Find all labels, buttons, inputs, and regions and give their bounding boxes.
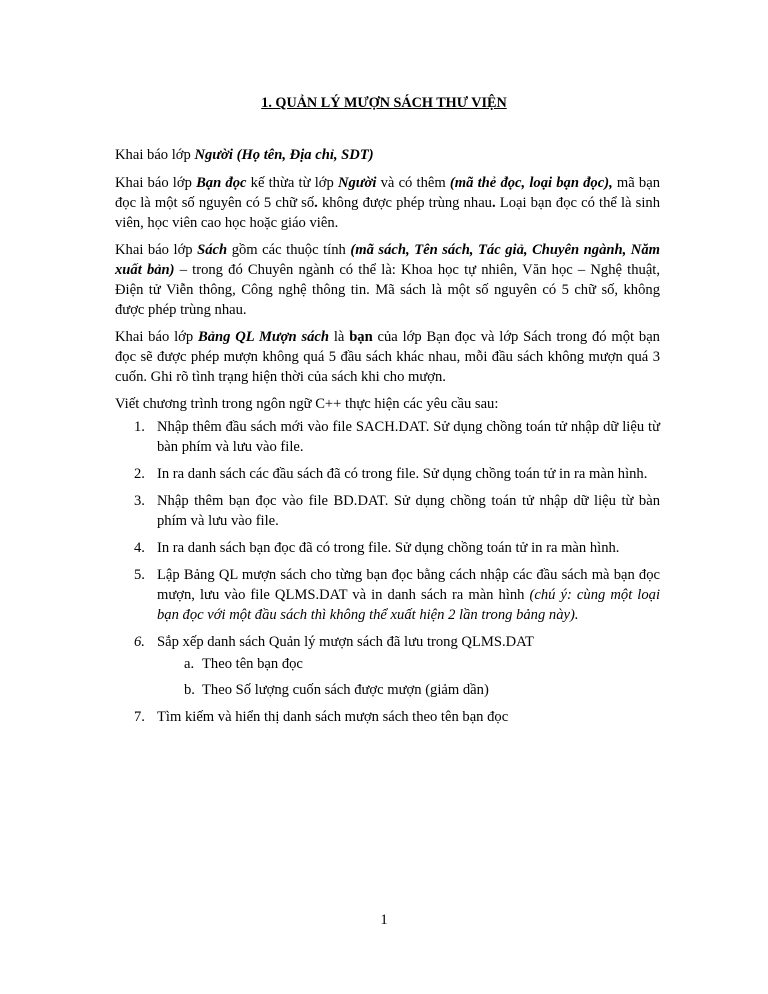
task-text: In ra danh sách bạn đọc đã có trong file. Sử dụng chồng toán tử in ra màn hình. xyxy=(157,540,620,556)
text-run: kế thừa từ lớp xyxy=(246,175,338,191)
text-run: không được phép trùng nhau xyxy=(317,195,492,211)
task-number: 6. xyxy=(134,634,145,650)
task-number: 5. xyxy=(134,567,145,583)
text-run: mã bạn đọc là một số nguyên có 5 chữ số xyxy=(115,175,660,211)
text-run: của lớp Bạn đọc và lớp Sách trong đó một bạn đọc sẽ được phép mượn không quá 5 đầu sách khác nhau, mỗi đầu sách không mượn quá 3 cuốn. Ghi rõ tình trạng hiện thời của sách khi cho mượn. xyxy=(115,329,660,385)
bold-run: bạn xyxy=(349,329,373,345)
text-run: là xyxy=(329,329,350,345)
task-text: Nhập thêm bạn đọc vào file BD.DAT. Sử dụng chồng toán tử nhập dữ liệu từ bàn phím và lưu vào file. xyxy=(157,493,660,529)
task-number: 2. xyxy=(134,466,145,482)
emphasis-run: (mã thẻ đọc, loại bạn đọc), xyxy=(449,175,613,191)
subtask-letter: b. xyxy=(184,682,195,698)
subtask-item xyxy=(157,680,660,700)
document-body xyxy=(115,145,660,734)
paragraph-book-class xyxy=(115,240,660,320)
task-text: Sắp xếp danh sách Quản lý mượn sách đã lưu trong QLMS.DAT xyxy=(157,634,534,650)
subtask-item xyxy=(157,654,660,674)
text-run: Loại bạn đọc có thể là sinh viên, học viên cao học hoặc giáo viên. xyxy=(115,195,661,231)
paragraph-person-class xyxy=(115,145,660,165)
paragraph-reader-class xyxy=(115,173,660,233)
text-run: Khai báo lớp xyxy=(115,175,197,191)
emphasis-run: Người (Họ tên, Địa chỉ, SDT) xyxy=(194,147,374,163)
subtask-text: Theo tên bạn đọc xyxy=(202,656,303,672)
task-item xyxy=(115,632,660,700)
page-title: 1. QUẢN LÝ MƯỢN SÁCH THƯ VIỆN xyxy=(261,95,507,111)
emphasis-run: Bảng QL Mượn sách xyxy=(197,329,330,345)
task-text: Nhập thêm đầu sách mới vào file SACH.DAT. Sử dụng chồng toán tử nhập dữ liệu từ bàn phím và lưu vào file. xyxy=(157,419,660,455)
emphasis-run: Bạn đọc xyxy=(196,175,247,191)
subtask-text: Theo Số lượng cuốn sách được mượn (giảm dần) xyxy=(202,682,489,698)
task-item xyxy=(115,417,660,457)
task-number: 3. xyxy=(134,493,145,509)
task-item xyxy=(115,707,660,727)
task-list xyxy=(115,417,660,727)
paragraph-requirements-intro: Viết chương trình trong ngôn ngữ C++ thực hiện các yêu cầu sau: xyxy=(115,396,499,412)
task-item xyxy=(115,565,660,625)
text-run: Khai báo lớp xyxy=(115,147,195,163)
text-run: Khai báo lớp xyxy=(115,329,198,345)
task-text: Lập Bảng QL mượn sách cho từng bạn đọc bằng cách nhập các đầu sách mà bạn đọc mượn, lưu vào file QLMS.DAT và in danh sách ra màn hình xyxy=(157,567,660,603)
subtask-letter: a. xyxy=(184,656,195,672)
text-run: và có thêm xyxy=(376,175,450,191)
task-number: 1. xyxy=(134,419,145,435)
bold-run: . xyxy=(491,195,496,211)
text-run: gồm các thuộc tính xyxy=(227,242,351,258)
emphasis-run: Người xyxy=(337,175,377,191)
subtask-list xyxy=(157,654,660,700)
paragraph-borrow-table-class xyxy=(115,327,660,387)
task-text: Tìm kiếm và hiển thị danh sách mượn sách theo tên bạn đọc xyxy=(157,709,509,725)
task-text: In ra danh sách các đầu sách đã có trong file. Sử dụng chồng toán tử in ra màn hình. xyxy=(157,466,648,482)
text-run: Khai báo lớp xyxy=(115,242,198,258)
task-note: (chú ý: cùng một loại bạn đọc với một đầu sách thì không thể xuất hiện 2 lần trong bảng này). xyxy=(157,587,661,623)
text-run: – trong đó Chuyên ngành có thể là: Khoa học tự nhiên, Văn học – Nghệ thuật, Điện tử Viễn thông, Công nghệ thông tin. Mã sách là một số nguyên có 5 chữ số, không được phép trùng nhau. xyxy=(115,262,661,318)
task-item xyxy=(115,491,660,531)
bold-run: . xyxy=(314,195,318,211)
task-number: 7. xyxy=(134,709,145,725)
emphasis-run: Sách xyxy=(197,242,228,258)
page-number: 1 xyxy=(380,912,388,928)
task-item xyxy=(115,538,660,558)
task-number: 4. xyxy=(134,540,145,556)
task-item xyxy=(115,464,660,484)
emphasis-run: (mã sách, Tên sách, Tác giả, Chuyên ngành, Năm xuất bản) xyxy=(115,242,660,278)
